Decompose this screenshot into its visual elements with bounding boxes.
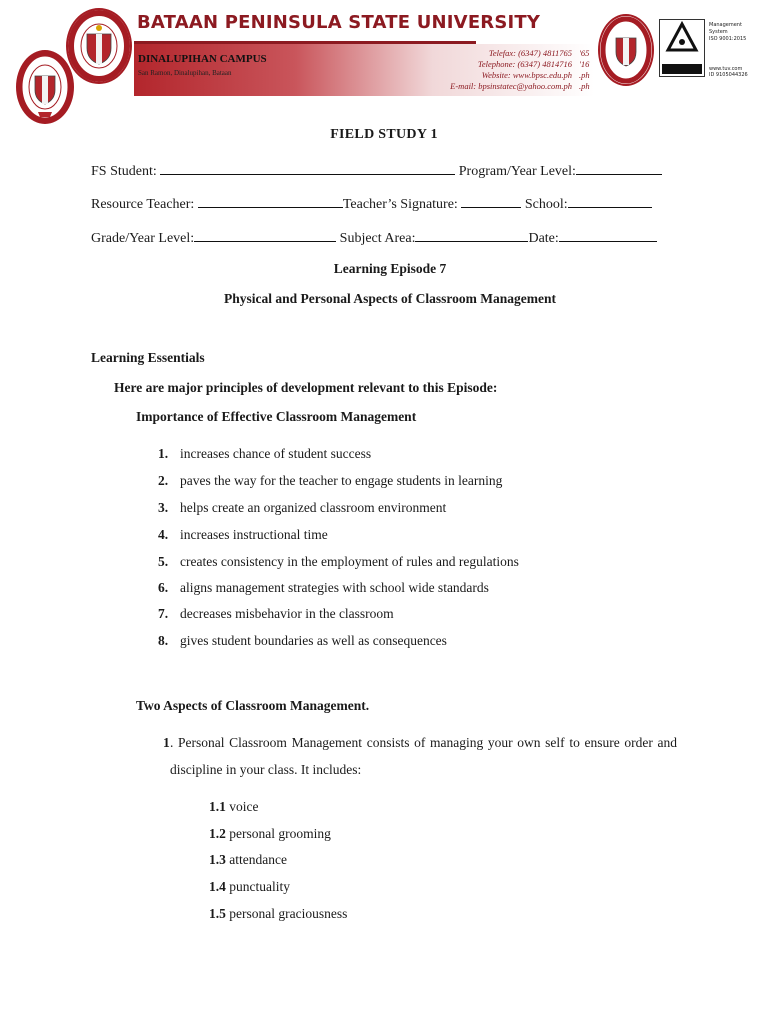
school-label: School: — [524, 197, 568, 212]
list-item — [158, 446, 371, 462]
sub-text: punctuality — [225, 879, 290, 894]
right-seal — [598, 14, 654, 86]
sub-number: 1.1 — [209, 799, 226, 814]
tuv-certification-badge — [659, 19, 705, 77]
list-number: 7. — [158, 606, 169, 621]
sub-number: 1.3 — [209, 852, 226, 867]
sub-list-item — [209, 799, 259, 815]
contact-fragment: .ph — [579, 70, 590, 80]
list-number: 2. — [158, 473, 169, 488]
campus-name: DINALUPIHAN CAMPUS — [138, 53, 267, 65]
signature-field[interactable] — [461, 195, 521, 208]
list-item — [158, 606, 394, 622]
cert-line: System — [709, 29, 728, 35]
cert-line: ID 9105044326 — [709, 72, 748, 78]
left-seal-small — [16, 50, 74, 124]
list-item — [158, 500, 446, 516]
aspects-heading: Two Aspects of Classroom Management. — [136, 698, 370, 713]
list-number: 5. — [158, 554, 169, 569]
principles-intro: Here are major principles of development relevant to this Episode: — [114, 380, 498, 395]
list-text: increases chance of student success — [180, 446, 372, 461]
sub-number: 1.5 — [209, 906, 226, 921]
list-text: decreases misbehavior in the classroom — [180, 606, 394, 621]
sub-list-item — [209, 826, 331, 842]
cert-line: ISO 9001:2015 — [709, 36, 747, 42]
sub-text: voice — [225, 799, 259, 814]
signature-label: Teacher’s Signature: — [342, 197, 458, 212]
cert-line: www.tuv.com — [709, 66, 743, 72]
learning-essentials-heading: Learning Essentials — [91, 350, 205, 365]
program-label: Program/Year Level: — [458, 164, 576, 179]
list-text: aligns management strategies with school wide standards — [180, 580, 489, 595]
sub-number: 1.4 — [209, 879, 226, 894]
university-seal-icon — [600, 16, 652, 84]
cert-line: Management — [709, 22, 742, 28]
website-text: Website: www.bpsc.edu.ph — [481, 70, 572, 80]
school-field[interactable] — [568, 195, 652, 208]
importance-heading: Importance of Effective Classroom Management — [136, 409, 417, 424]
sub-text: personal grooming — [225, 826, 331, 841]
telefax-text: Telefax: (6347) 4811765 — [488, 48, 572, 58]
fs-student-label: FS Student: — [91, 164, 157, 179]
grade-field[interactable] — [194, 229, 336, 242]
telephone-text: Telephone: (6347) 4814716 — [477, 59, 572, 69]
sub-list-item — [209, 852, 287, 868]
sub-number: 1.2 — [209, 826, 226, 841]
form-row-student — [91, 162, 662, 180]
list-item — [158, 473, 502, 489]
left-seal-large — [66, 8, 132, 84]
contact-fragment: '65 — [579, 48, 590, 58]
date-field[interactable] — [559, 229, 657, 242]
campus-address: San Ramon, Dinalupihan, Bataan — [138, 69, 232, 77]
sub-list-item — [209, 879, 290, 895]
list-item — [158, 554, 519, 570]
list-item — [158, 527, 328, 543]
list-item — [158, 580, 489, 596]
resource-teacher-field[interactable] — [198, 195, 343, 208]
tuv-logo-icon — [660, 20, 704, 76]
list-text: increases instructional time — [180, 527, 328, 542]
list-text: paves the way for the teacher to engage students in learning — [180, 473, 503, 488]
list-text: creates consistency in the employment of rules and regulations — [180, 554, 519, 569]
fs-student-field[interactable] — [160, 162, 455, 175]
sub-list-item — [209, 906, 347, 922]
aspect1-paragraph: . Personal Classroom Management consists of managing your own self to ensure order and discipline in your class. It includes: — [170, 735, 677, 777]
date-label: Date: — [528, 231, 559, 246]
list-text: gives student boundaries as well as consequences — [180, 633, 447, 648]
university-seal-icon — [18, 52, 72, 122]
contact-fragment: .ph — [579, 81, 590, 91]
document-title: FIELD STUDY 1 — [330, 127, 438, 142]
list-number: 6. — [158, 580, 169, 595]
form-row-teacher — [91, 195, 652, 213]
aspect-number: 1 — [163, 735, 170, 750]
sub-text: personal graciousness — [225, 906, 348, 921]
list-number: 4. — [158, 527, 169, 542]
subject-field[interactable] — [415, 229, 528, 242]
episode-heading: Learning Episode 7 — [333, 261, 447, 276]
grade-label: Grade/Year Level: — [91, 231, 195, 246]
program-field[interactable] — [576, 162, 662, 175]
list-item — [158, 633, 447, 649]
university-name: BATAAN PENINSULA STATE UNIVERSITY — [137, 12, 541, 33]
university-seal-icon — [68, 10, 130, 82]
subject-label: Subject Area: — [339, 231, 416, 246]
list-number: 3. — [158, 500, 169, 515]
email-text: E-mail: bpsinstatec@yahoo.com.ph — [450, 81, 572, 91]
episode-title: Physical and Personal Aspects of Classroom Management — [224, 291, 556, 306]
list-text: helps create an organized classroom environment — [180, 500, 447, 515]
list-number: 8. — [158, 633, 169, 648]
sub-text: attendance — [225, 852, 287, 867]
form-row-grade — [91, 229, 657, 247]
resource-teacher-label: Resource Teacher: — [91, 197, 195, 212]
contact-fragment: '16 — [579, 59, 590, 69]
list-number: 1. — [158, 446, 169, 461]
